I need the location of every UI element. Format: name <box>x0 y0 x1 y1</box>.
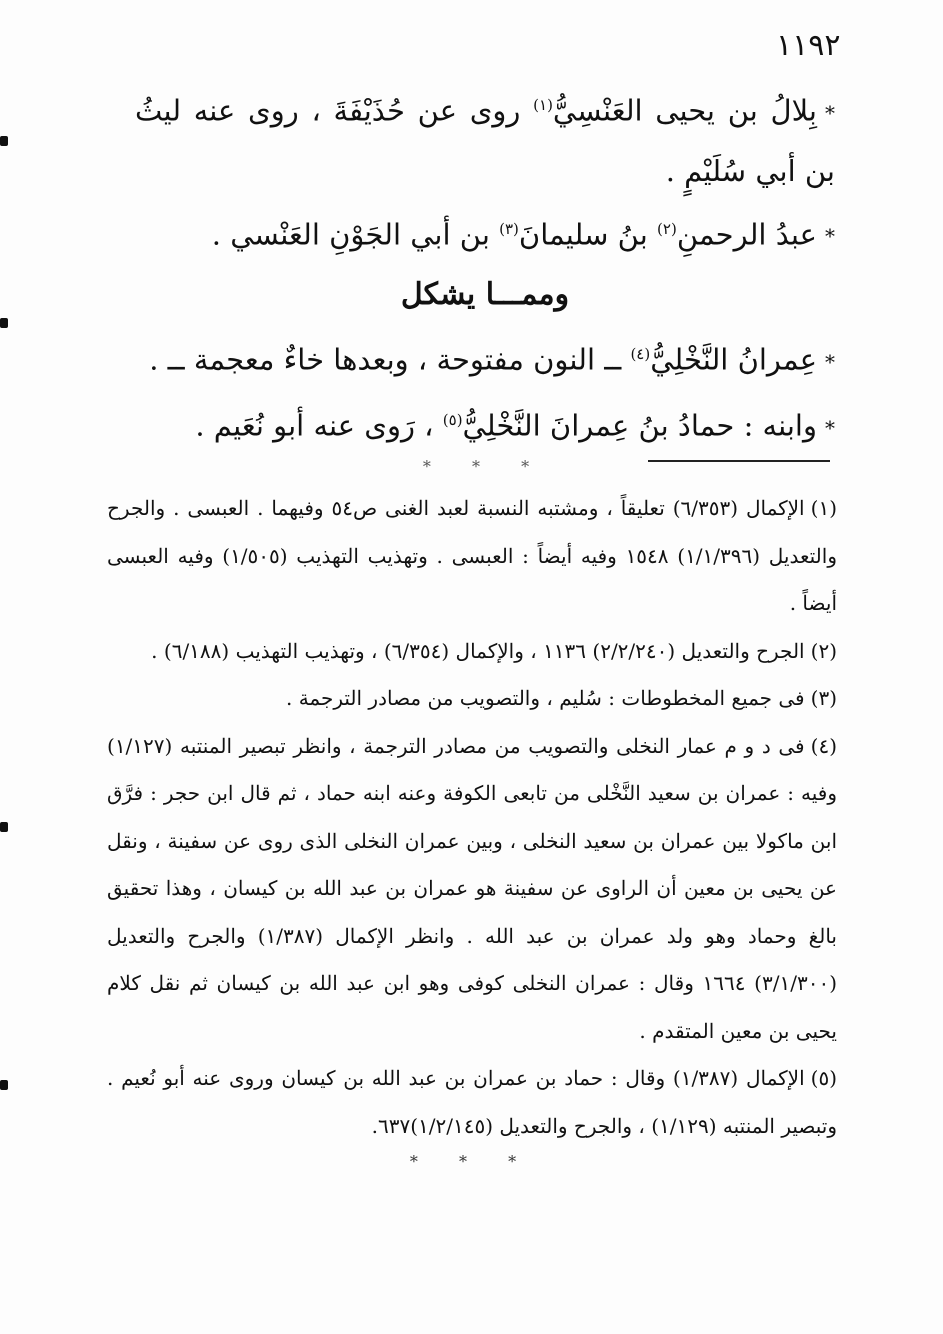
footnote-number: (١) <box>810 496 837 520</box>
footnote-3 <box>107 675 837 723</box>
footnote-ref[interactable]: (٥) <box>442 410 463 429</box>
footnote-text: فى د و م عمار النخلى والتصويب من مصادر الترجمة ، وانظر تبصير المنتبه (١/١٢٧) وفيه : عمران بن سعيد النَّخْلى من تابعى الكوفة وعنه ابنه حماد ، ثم قال ابن حجر : فرَّق ابن ماكولا بين عمران بن سعيد النخلى ، وبين عمران النخلى الذى روى عن سفينة ، ونقل عن يحيى بن معين أن الراوى عن سفينة هو عمران بن عبد الله بن كيسان ، وهذا تحقيق بالغ وحماد وهو ولد عمران بن عبد الله . وانظر الإكمال (١/٣٨٧) والجرح والتعديل (٣/١/٣٠٠) ١٦٦٤ وقال : عمران النخلى كوفى وهو ابن عبد الله بن كيسان ثم نقل كلام يحيى بن معين المتقدم . <box>107 733 837 1043</box>
entry-body: بن أبي الجَوْنِ العَنْسي . <box>211 217 500 252</box>
main-text <box>135 76 835 476</box>
section-heading: وممـــا يشكل <box>400 277 570 313</box>
bullet-star-icon: * <box>825 224 835 249</box>
footnote-4 <box>107 723 837 1056</box>
entry-bilal <box>135 76 835 200</box>
entry-name: وابنه : حمادُ بنُ عِمرانَ النَّخْلِيُّ <box>462 408 817 443</box>
entry-body: ــ النون مفتوحة ، وبعدها خاءٌ معجمة ــ . <box>149 342 631 377</box>
footnote-2 <box>107 628 837 676</box>
bullet-star-icon: * <box>825 349 835 374</box>
footnote-5 <box>107 1055 837 1150</box>
bullet-star-icon: * <box>825 415 835 440</box>
footnote-text: الإكمال (١/٣٨٧) وقال : حماد بن عمران بن عبد الله بن كيسان وروى عنه أبو نُعيم . وتبصير المنتبه (١/١٢٩) ، والجرح والتعديل (١/٢/١٤٥)٦٣٧. <box>107 1066 837 1138</box>
footnote-1 <box>107 485 837 628</box>
footnote-ref[interactable]: (٤) <box>630 345 651 364</box>
footnote-text: الجرح والتعديل (٢/٢/٢٤٠) ١١٣٦ ، والإكمال (٦/٣٥٤) ، وتهذيب التهذيب (٦/١٨٨) . <box>151 638 805 663</box>
end-separator: * * * <box>409 1152 535 1171</box>
entry-abdurrahman <box>135 200 835 266</box>
binding-mark <box>0 136 8 146</box>
entry-imran <box>135 325 835 391</box>
binding-mark <box>0 318 8 328</box>
entry-body: بنُ سليمانَ <box>518 217 658 252</box>
section-separator: * * * <box>422 456 548 476</box>
footnote-number: (٤) <box>810 733 837 758</box>
entry-hammad <box>135 391 835 457</box>
entry-name: عبدُ الرحمنِ <box>676 217 817 252</box>
footnote-text: الإكمال (٦/٣٥٣) تعليقاً ، ومشتبه النسبة لعبد الغنى ص٥٤ وفيهما . العبسى . والجرح والتعديل (١/١/٣٩٦) ١٥٤٨ وفيه أيضاً : العبسى . وتهذيب التهذيب (١/٥٠٥) وفيه العبسى أيضاً . <box>107 496 837 615</box>
footnote-ref[interactable]: (١) <box>533 96 553 114</box>
binding-mark <box>0 822 8 832</box>
bullet-star-icon: * <box>825 100 835 125</box>
footnote-number: (٢) <box>810 638 837 663</box>
footnote-ref[interactable]: (٣) <box>499 219 519 238</box>
footnote-text: فى جميع المخطوطات : سُليم ، والتصويب من مصادر الترجمة . <box>285 686 805 710</box>
entry-body: ، رَوى عنه أبو نُعَيم . <box>195 408 443 443</box>
entry-name: عِمرانُ النَّخْلِيُّ <box>650 342 817 377</box>
footnotes <box>107 485 837 1171</box>
footnote-number: (٣) <box>810 686 837 710</box>
footnote-divider <box>648 460 830 462</box>
page-number: ١١٩٢ <box>776 28 841 63</box>
entry-body: روى عن حُذَيْفَةَ ، روى عنه ليثُ بن أبي سُلَيْمٍ . <box>135 93 835 188</box>
binding-mark <box>0 1080 8 1090</box>
footnote-number: (٥) <box>810 1066 837 1090</box>
entry-name: بِلالُ بن يحيى العَنْسِيُّ <box>552 93 817 128</box>
footnote-ref[interactable]: (٢) <box>657 219 677 238</box>
